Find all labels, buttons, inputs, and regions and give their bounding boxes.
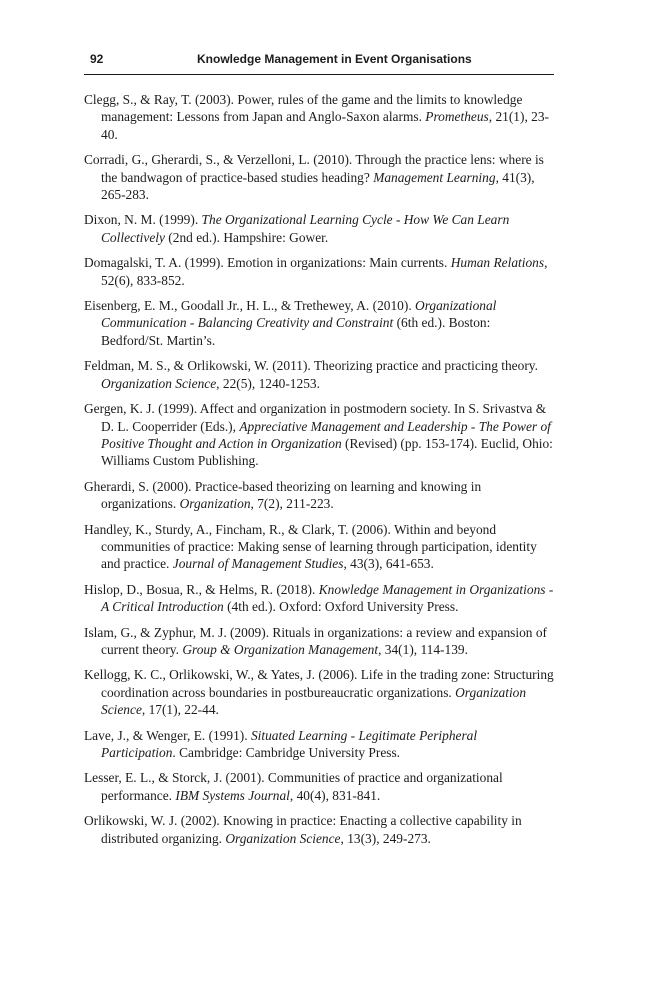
reference-details: (Revised) (pp. 153-174). Euclid, Ohio: Williams Custom Publishing.: [101, 435, 553, 469]
reference-text: Dixon, N. M. (1999).: [84, 212, 202, 228]
reference-details: , 22(5), 1240-1253.: [216, 375, 320, 391]
reference-entry: [84, 357, 554, 392]
reference-italic-title: Management Learning: [373, 169, 496, 185]
page-number: 92: [90, 52, 104, 66]
reference-text: Lave, J., & Wenger, E. (1991).: [84, 727, 251, 743]
reference-entry: [84, 581, 554, 616]
reference-entry: [84, 297, 554, 349]
reference-text: Clegg, S., & Ray, T. (2003). Power, rules of the game and the limits to knowledge management: Lessons from Japan and Anglo-Saxon alarms.: [84, 92, 523, 125]
reference-italic-title: Organization: [179, 496, 251, 512]
reference-text: Orlikowski, W. J. (2002). Knowing in practice: Enacting a collective capability in distributed organizing.: [84, 813, 522, 846]
reference-italic-title: Group & Organization Management: [182, 641, 379, 657]
reference-entry: [84, 727, 554, 762]
reference-entry: [84, 478, 554, 513]
reference-details: , 7(2), 211-223.: [250, 496, 334, 512]
reference-italic-title: Human Relations: [450, 255, 545, 271]
reference-italic-title: The Organizational Learning Cycle - How We Can Learn Collectively: [101, 212, 510, 245]
reference-details: (4th ed.). Oxford: Oxford University Press.: [223, 599, 459, 615]
reference-entry: [84, 91, 554, 143]
reference-italic-title: Organizational Communication - Balancing Creativity and Constraint: [101, 298, 497, 331]
reference-details: , 40(4), 831-841.: [289, 787, 381, 803]
reference-italic-title: Organization Science: [225, 830, 341, 846]
reference-entry: [84, 666, 554, 718]
reference-details: , 41(3), 265-283.: [101, 169, 535, 203]
reference-italic-title: Appreciative Management and Leadership - The Power of Positive Thought and Action in Organization: [101, 418, 551, 451]
reference-details: , 34(1), 114-139.: [378, 641, 468, 657]
reference-text: Eisenberg, E. M., Goodall Jr., H. L., & Trethewey, A. (2010).: [84, 298, 416, 314]
reference-entry: [84, 211, 554, 246]
reference-entry: [84, 521, 554, 573]
reference-italic-title: Prometheus: [425, 109, 489, 125]
reference-details: , 52(6), 833-852.: [101, 255, 548, 288]
reference-text: Corradi, G., Gherardi, S., & Verzelloni, L. (2010). Through the practice lens: where is the bandwagon of practice-based studies heading?: [84, 152, 544, 185]
reference-italic-title: IBM Systems Journal: [175, 787, 290, 803]
reference-details: . Cambridge: Cambridge University Press.: [172, 745, 401, 760]
reference-details: (6th ed.). Boston: Bedford/St. Martin’s.: [101, 315, 491, 348]
reference-details: , 43(3), 641-653.: [343, 556, 434, 572]
reference-italic-title: Knowledge Management in Organizations - A Critical Introduction: [101, 581, 554, 615]
reference-text: Gergen, K. J. (1999). Affect and organization in postmodern society. In S. Srivastva & D. L. Cooperrider (Eds.),: [84, 401, 547, 434]
running-title: Knowledge Management in Event Organisations: [197, 52, 472, 66]
reference-details: , 17(1), 22-44.: [141, 702, 219, 718]
reference-text: Kellogg, K. C., Orlikowski, W., & Yates, J. (2006). Life in the trading zone: Structuring coordination across boundaries in postbureaucratic organizations.: [84, 667, 554, 700]
reference-text: Domagalski, T. A. (1999). Emotion in organizations: Main currents.: [84, 255, 451, 271]
reference-italic-title: Organization Science: [101, 375, 217, 391]
reference-entry: [84, 400, 554, 470]
reference-text: Islam, G., & Zyphur, M. J. (2009). Rituals in organizations: a review and expansion of current theory.: [84, 624, 547, 657]
reference-entry: [84, 812, 554, 847]
reference-text: Lesser, E. L., & Storck, J. (2001). Communities of practice and organizational performance.: [84, 770, 503, 803]
reference-entry: [84, 254, 554, 289]
reference-text: Feldman, M. S., & Orlikowski, W. (2011). Theorizing practice and practicing theory.: [84, 358, 538, 374]
reference-details: , 13(3), 249-273.: [340, 830, 431, 846]
reference-italic-title: Journal of Management Studies: [172, 556, 344, 572]
reference-details: (2nd ed.). Hampshire: Gower.: [164, 229, 329, 245]
reference-entry: [84, 769, 554, 804]
reference-text: Handley, K., Sturdy, A., Fincham, R., & Clark, T. (2006). Within and beyond communities of practice: Making sense of learning through participation, identity and practice.: [84, 521, 537, 572]
reference-entry: [84, 151, 554, 203]
reference-italic-title: Organization Science: [101, 684, 527, 718]
page-header: [84, 50, 554, 75]
reference-list: [84, 91, 554, 855]
reference-details: , 21(1), 23-40.: [101, 109, 549, 142]
reference-text: Gherardi, S. (2000). Practice-based theorizing on learning and knowing in organizations.: [84, 478, 482, 512]
reference-entry: [84, 624, 554, 659]
reference-text: Hislop, D., Bosua, R., & Helms, R. (2018).: [84, 581, 319, 597]
reference-italic-title: Situated Learning - Legitimate Peripheral Participation: [101, 727, 478, 760]
